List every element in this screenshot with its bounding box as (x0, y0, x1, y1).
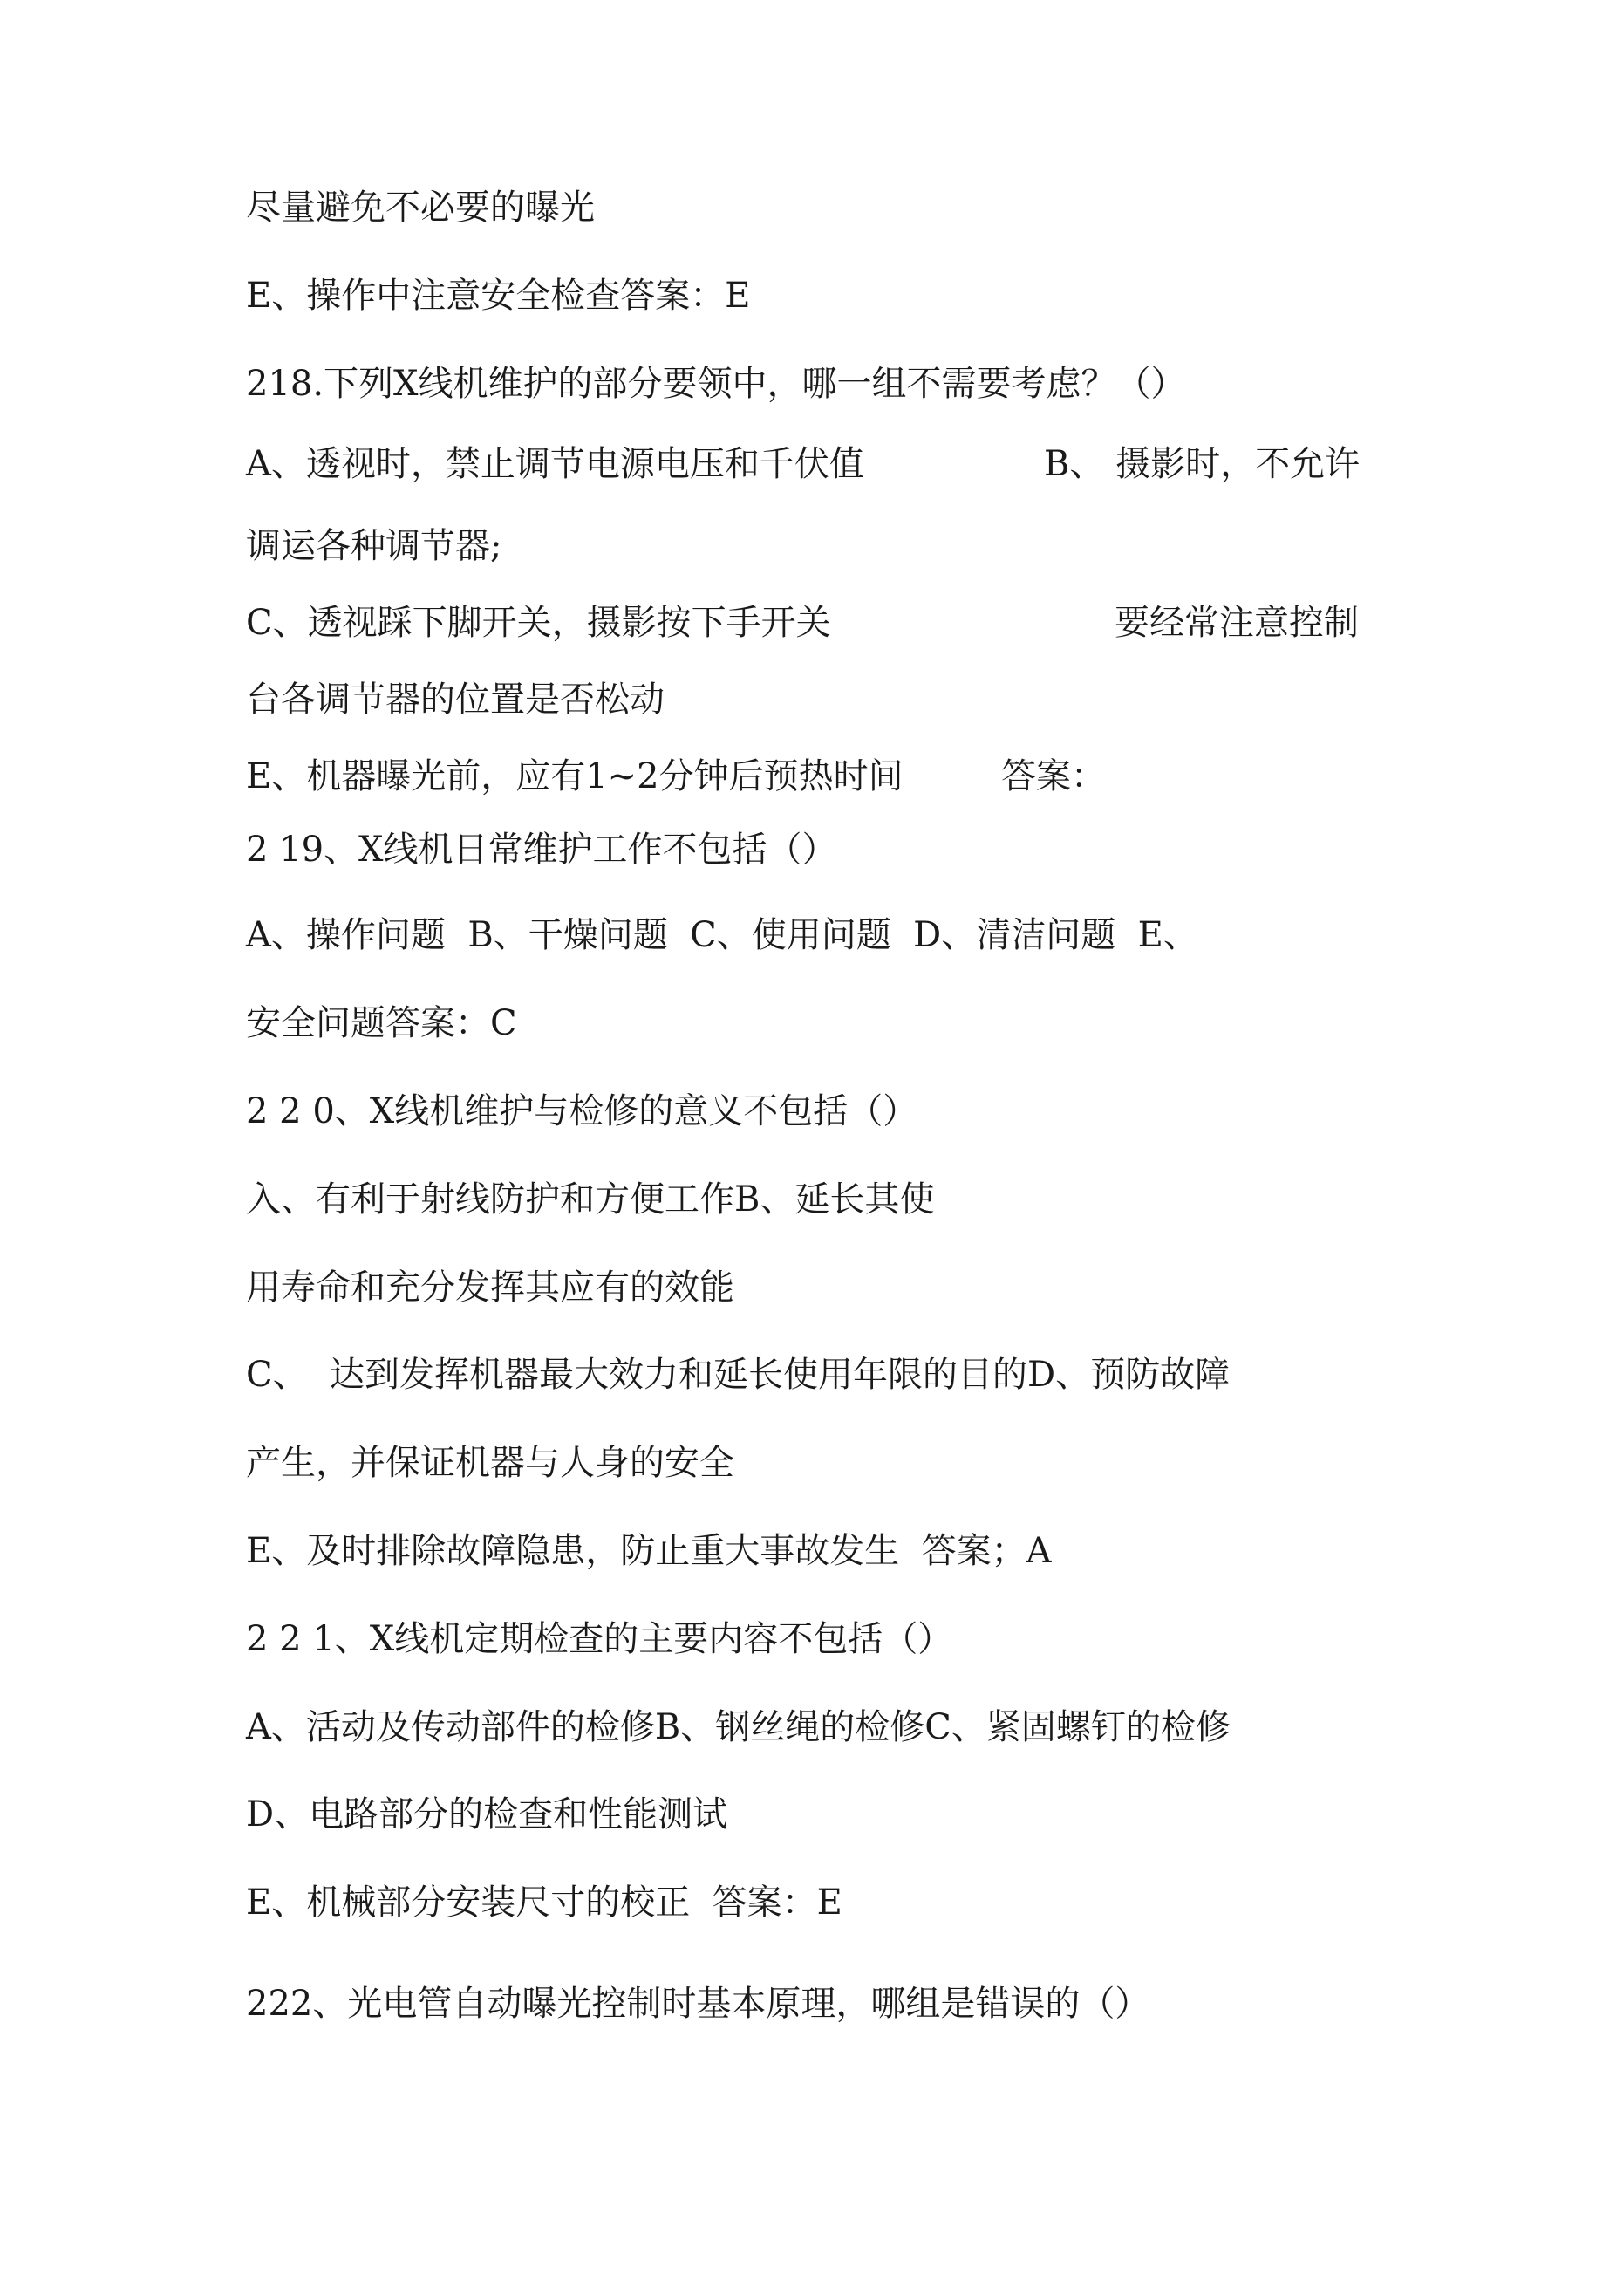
answer-219: 安全问题答案：C (246, 1003, 517, 1043)
option-a: A、透视时，禁止调节电源电压和千伏值 (246, 444, 864, 484)
option-e: E、机器曝光前，应有1~2分钟后预热时间 (246, 756, 904, 796)
options-221: A、活动及传动部件的检修B、钢丝绳的检修C、紧固螺钉的检修 (246, 1707, 1231, 1747)
answer-label: 答案： (1001, 756, 1106, 796)
question-220: 2 2 0、X线机维护与检修的意义不包括（） (246, 1091, 918, 1131)
text-line: 尽量避免不必要的曝光 (246, 188, 595, 228)
text-line: 台各调节器的位置是否松动 (246, 680, 665, 720)
option-b: B、 摄影时，不允许 (1044, 444, 1360, 484)
option-a: 入、有利于射线防护和方便工作B、延长其使 (246, 1179, 935, 1220)
answer-221: E、机械部分安装尺寸的校正 答案：E (246, 1883, 842, 1923)
option-d: 要经常注意控制 (1115, 603, 1359, 643)
question-221: 2 2 1、X线机定期检查的主要内容不包括（） (246, 1619, 953, 1659)
option-c: C、 达到发挥机器最大效力和延长使用年限的目的D、预防故障 (246, 1355, 1231, 1395)
text-line: E、操作中注意安全检查答案：E (246, 276, 751, 316)
option-c: C、透视踩下脚开关，摄影按下手开关 (246, 603, 831, 643)
options-219: A、操作问题 B、干燥问题 C、使用问题 D、清洁问题 E、 (246, 915, 1198, 955)
question-222: 222、光电管自动曝光控制时基本原理，哪组是错误的（） (246, 1984, 1150, 2024)
answer-220: E、及时排除故障隐患，防止重大事故发生 答案；A (246, 1531, 1052, 1571)
text-line: 调运各种调节器; (246, 526, 502, 566)
question-219: 2 19、X线机日常维护工作不包括（） (246, 830, 837, 870)
option-d: D、电路部分的检查和性能测试 (246, 1794, 728, 1835)
text-line: 产生，并保证机器与人身的安全 (246, 1443, 734, 1483)
question-218: 218.下列X线机维护的部分要领中，哪一组不需要考虑？（） (246, 364, 1186, 404)
text-line: 用寿命和充分发挥其应有的效能 (246, 1268, 734, 1308)
